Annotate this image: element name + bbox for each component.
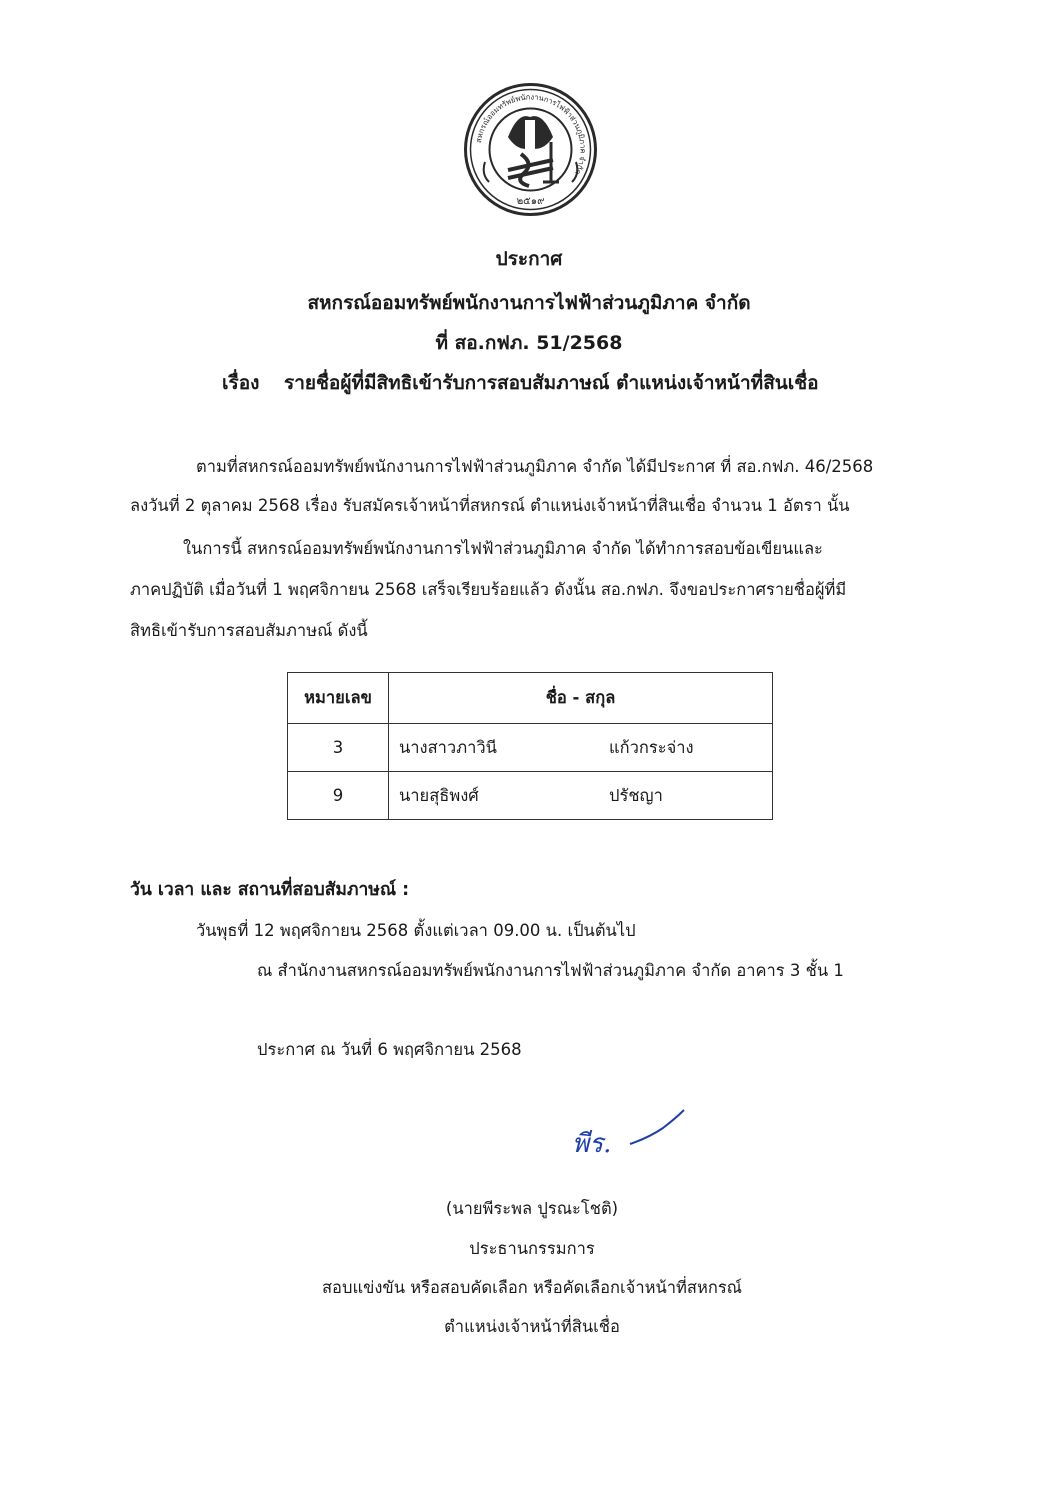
interview-location: ณ สำนักงานสหกรณ์ออมทรัพย์พนักงานการไฟฟ้าส่วนภูมิภาค จำกัด อาคาร 3 ชั้น 1 <box>257 961 844 980</box>
paragraph-1-line-2: ลงวันที่ 2 ตุลาคม 2568 เรื่อง รับสมัครเจ้าหน้าที่สหกรณ์ ตำแหน่งเจ้าหน้าที่สินเชื่อ จำนวน 1 อัตรา นั้น <box>130 496 850 515</box>
candidate-last-name: ปรัชญา <box>609 785 663 805</box>
signatory-position-2: สอบแข่งขัน หรือสอบคัดเลือก หรือคัดเลือกเจ้าหน้าที่สหกรณ์ <box>321 1278 742 1297</box>
svg-text:สหกรณ์ออมทรัพย์พนักงานการไฟฟ้า: สหกรณ์ออมทรัพย์พนักงานการไฟฟ้าส่วนภูมิภาค จำกัด <box>473 92 588 176</box>
candidate-name <box>389 772 773 820</box>
signatory-name: (นายพีระพล ปูรณะโชติ) <box>445 1199 619 1218</box>
svg-text:พีร.: พีร. <box>572 1129 612 1159</box>
table-row <box>288 724 773 772</box>
table-header-row <box>288 673 773 724</box>
paragraph-2-line-1: ในการนี้ สหกรณ์ออมทรัพย์พนักงานการไฟฟ้าส่วนภูมิภาค จำกัด ได้ทำการสอบข้อเขียนและ <box>183 539 823 558</box>
paragraph-2-line-2: ภาคปฏิบัติ เมื่อวันที่ 1 พฤศจิกายน 2568 เสร็จเรียบร้อยแล้ว ดังนั้น สอ.กฟภ. จึงขอประกาศรายชื่อผู้ที่มี <box>130 580 847 599</box>
candidate-first-name: นายสุธิพงศ์ <box>399 785 479 805</box>
header-number: หมายเลข <box>288 673 389 724</box>
interview-schedule-title: วัน เวลา และ สถานที่สอบสัมภาษณ์ : <box>130 880 410 900</box>
candidate-last-name: แก้วกระจ่าง <box>609 737 694 757</box>
candidate-name <box>389 724 773 772</box>
candidates-table <box>287 672 773 820</box>
candidate-number: 3 <box>288 724 389 772</box>
paragraph-2-line-3: สิทธิเข้ารับการสอบสัมภาษณ์ ดังนี้ <box>130 621 368 640</box>
subject-line <box>222 371 819 395</box>
interview-datetime: วันพุธที่ 12 พฤศจิกายน 2568 ตั้งแต่เวลา 09.00 น. เป็นต้นไป <box>196 921 636 940</box>
signatory-position-1: ประธานกรรมการ <box>469 1239 595 1258</box>
subject-text: รายชื่อผู้ที่มีสิทธิเข้ารับการสอบสัมภาษณ์ ตำแหน่งเจ้าหน้าที่สินเชื่อ <box>284 372 819 394</box>
table-row <box>288 772 773 820</box>
subject-label: เรื่อง <box>222 372 260 394</box>
header-name: ชื่อ - สกุล <box>389 673 773 724</box>
announcement-number: ที่ สอ.กฟภ. 51/2568 <box>435 332 623 354</box>
handwritten-signature <box>568 1104 698 1160</box>
cooperative-seal-logo <box>463 82 598 217</box>
organization-name: สหกรณ์ออมทรัพย์พนักงานการไฟฟ้าส่วนภูมิภาค จำกัด <box>307 292 751 314</box>
signatory-position-3: ตำแหน่งเจ้าหน้าที่สินเชื่อ <box>444 1317 620 1336</box>
announcement-date: ประกาศ ณ วันที่ 6 พฤศจิกายน 2568 <box>257 1040 522 1059</box>
candidate-first-name: นางสาวภาวินี <box>399 737 497 757</box>
document-title: ประกาศ <box>495 248 563 270</box>
candidate-number: 9 <box>288 772 389 820</box>
paragraph-1-line-1: ตามที่สหกรณ์ออมทรัพย์พนักงานการไฟฟ้าส่วนภูมิภาค จำกัด ได้มีประกาศ ที่ สอ.กฟภ. 46/2568 <box>196 457 874 476</box>
svg-text:๒๕๑๙: ๒๕๑๙ <box>516 196 545 207</box>
